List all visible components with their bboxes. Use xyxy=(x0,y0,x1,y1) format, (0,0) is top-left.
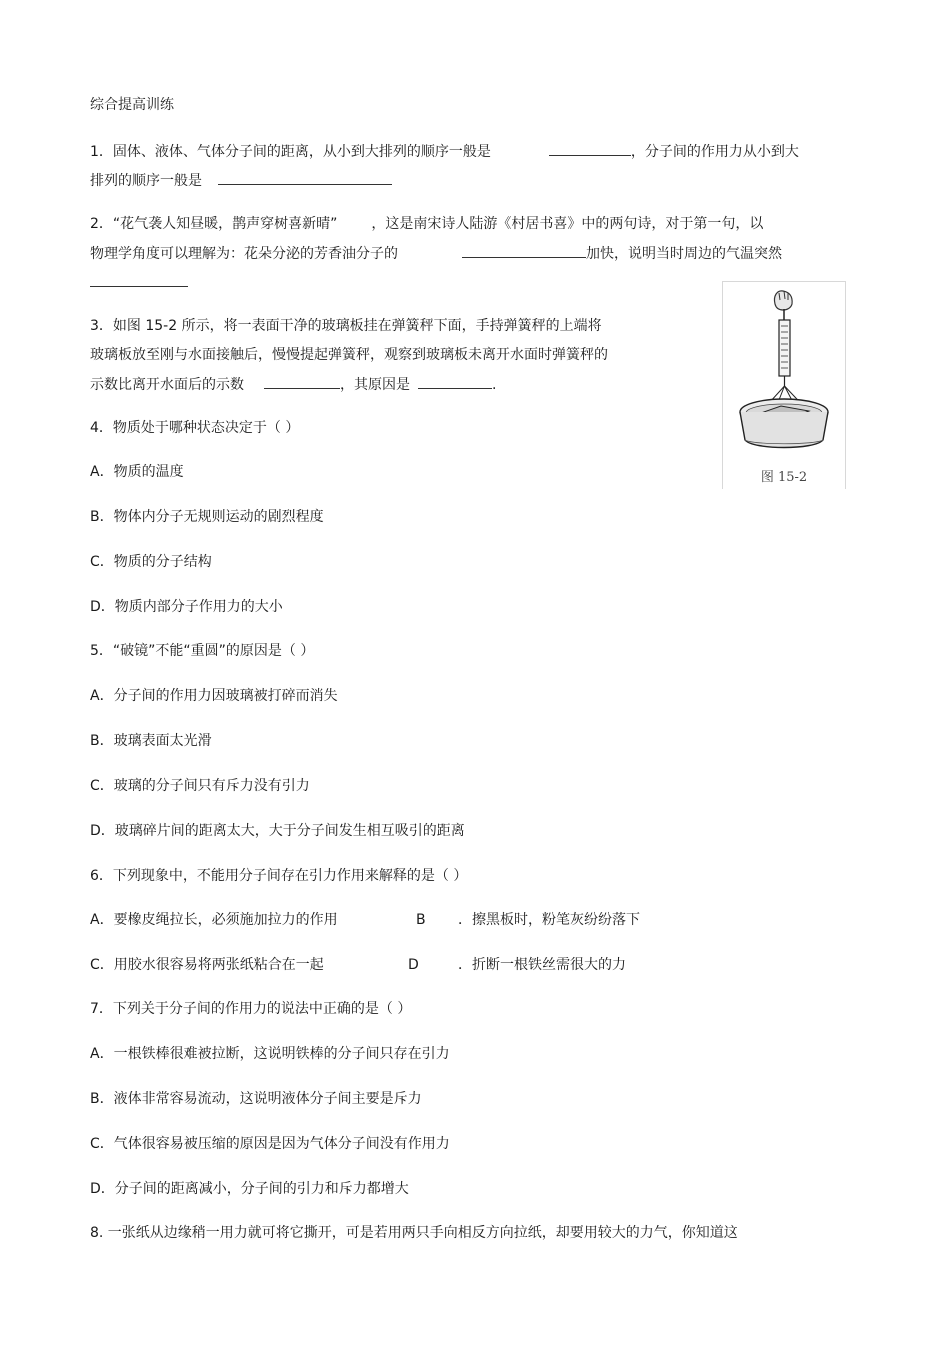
question-7-stem: 7．下列关于分子间的作用力的说法中正确的是（ ） xyxy=(90,1001,412,1017)
answer-blank[interactable] xyxy=(90,272,188,287)
question-4-option-c: C．物质的分子结构 xyxy=(90,554,212,570)
question-4-option-b: B．物体内分子无规则运动的剧烈程度 xyxy=(90,509,324,525)
question-5-stem: 5．“破镜”不能“重圆”的原因是（ ） xyxy=(90,643,315,659)
question-4-option-d: D．物质内部分子作用力的大小 xyxy=(90,599,283,615)
figure-caption: 图 15-2 xyxy=(760,470,808,485)
question-2-text-b: ，这是南宋诗人陆游《村居书喜》中的两句诗，对于第一句，以 xyxy=(371,216,764,232)
spring-scale-illustration xyxy=(723,282,845,462)
question-2-line-2 xyxy=(90,243,782,264)
question-6-option-a: A．要橡皮绳拉长，必须施加拉力的作用 xyxy=(90,912,338,928)
question-1-text-c: 排列的顺序一般是 xyxy=(90,173,202,189)
answer-blank[interactable] xyxy=(549,141,631,156)
question-2-text-d: 加快，说明当时周边的气温突然 xyxy=(586,246,782,262)
question-7-option-c: C．气体很容易被压缩的原因是因为气体分子间没有作用力 xyxy=(90,1136,450,1152)
question-2-line-1 xyxy=(90,214,763,234)
answer-blank[interactable] xyxy=(264,374,340,389)
question-3-text-b: ，其原因是 xyxy=(340,377,410,393)
question-3-text-c: . xyxy=(492,377,497,393)
question-1-text-b: ，分子间的作用力从小到大 xyxy=(630,144,799,160)
question-6-option-d-letter: D xyxy=(408,957,419,973)
question-4-stem: 4．物质处于哪种状态决定于（ ） xyxy=(90,420,300,436)
question-5-option-c: C．玻璃的分子间只有斥力没有引力 xyxy=(90,778,310,794)
question-3-text-a: 示数比离开水面后的示数 xyxy=(90,377,244,393)
question-5-option-d: D．玻璃碎片间的距离太大，大于分子间发生相互吸引的距离 xyxy=(90,823,465,839)
question-5-option-b: B．玻璃表面太光滑 xyxy=(90,733,212,749)
question-1-text-a: 1．固体、液体、气体分子间的距离，从小到大排列的顺序一般是 xyxy=(90,144,491,160)
question-6-option-c: C．用胶水很容易将两张纸粘合在一起 xyxy=(90,957,324,973)
question-2-text-c: 物理学角度可以理解为：花朵分泌的芳香油分子的 xyxy=(90,246,398,262)
question-2-line-3 xyxy=(90,272,188,293)
question-7-option-a: A．一根铁棒很难被拉断，这说明铁棒的分子间只存在引力 xyxy=(90,1046,450,1062)
question-5-option-a: A．分子间的作用力因玻璃被打碎而消失 xyxy=(90,688,338,704)
question-6-stem: 6．下列现象中，不能用分子间存在引力作用来解释的是（ ） xyxy=(90,868,468,884)
question-7-option-d: D．分子间的距离减小，分子间的引力和斥力都增大 xyxy=(90,1181,409,1197)
question-3-line-1: 3．如图 15-2 所示，将一表面干净的玻璃板挂在弹簧秤下面，手持弹簧秤的上端将 xyxy=(90,318,602,334)
question-1-line-1 xyxy=(90,141,799,162)
question-7-option-b: B．液体非常容易流动，这说明液体分子间主要是斥力 xyxy=(90,1091,422,1107)
figure-15-2 xyxy=(722,281,846,489)
answer-blank[interactable] xyxy=(218,170,392,185)
question-6-option-d: ．折断一根铁丝需很大的力 xyxy=(458,957,626,973)
question-1-line-2 xyxy=(90,170,392,191)
page-title: 综合提高训练 xyxy=(90,97,174,113)
answer-blank[interactable] xyxy=(462,243,586,258)
question-8-line-1: 8. 一张纸从边缘稍一用力就可将它撕开，可是若用两只手向相反方向拉纸，却要用较大的力气，你知道这 xyxy=(90,1225,738,1241)
answer-blank[interactable] xyxy=(418,374,492,389)
question-6-option-b-letter: B xyxy=(416,912,426,928)
question-3-line-3 xyxy=(90,374,496,395)
question-3-line-2: 玻璃板放至刚与水面接触后，慢慢提起弹簧秤，观察到玻璃板未离开水面时弹簧秤的 xyxy=(90,347,608,363)
question-4-option-a: A．物质的温度 xyxy=(90,464,184,480)
question-6-option-b: ．擦黑板时，粉笔灰纷纷落下 xyxy=(458,912,640,928)
question-2-text-a: 2．“花气袭人知昼暖，鹊声穿树喜新晴” xyxy=(90,216,338,232)
